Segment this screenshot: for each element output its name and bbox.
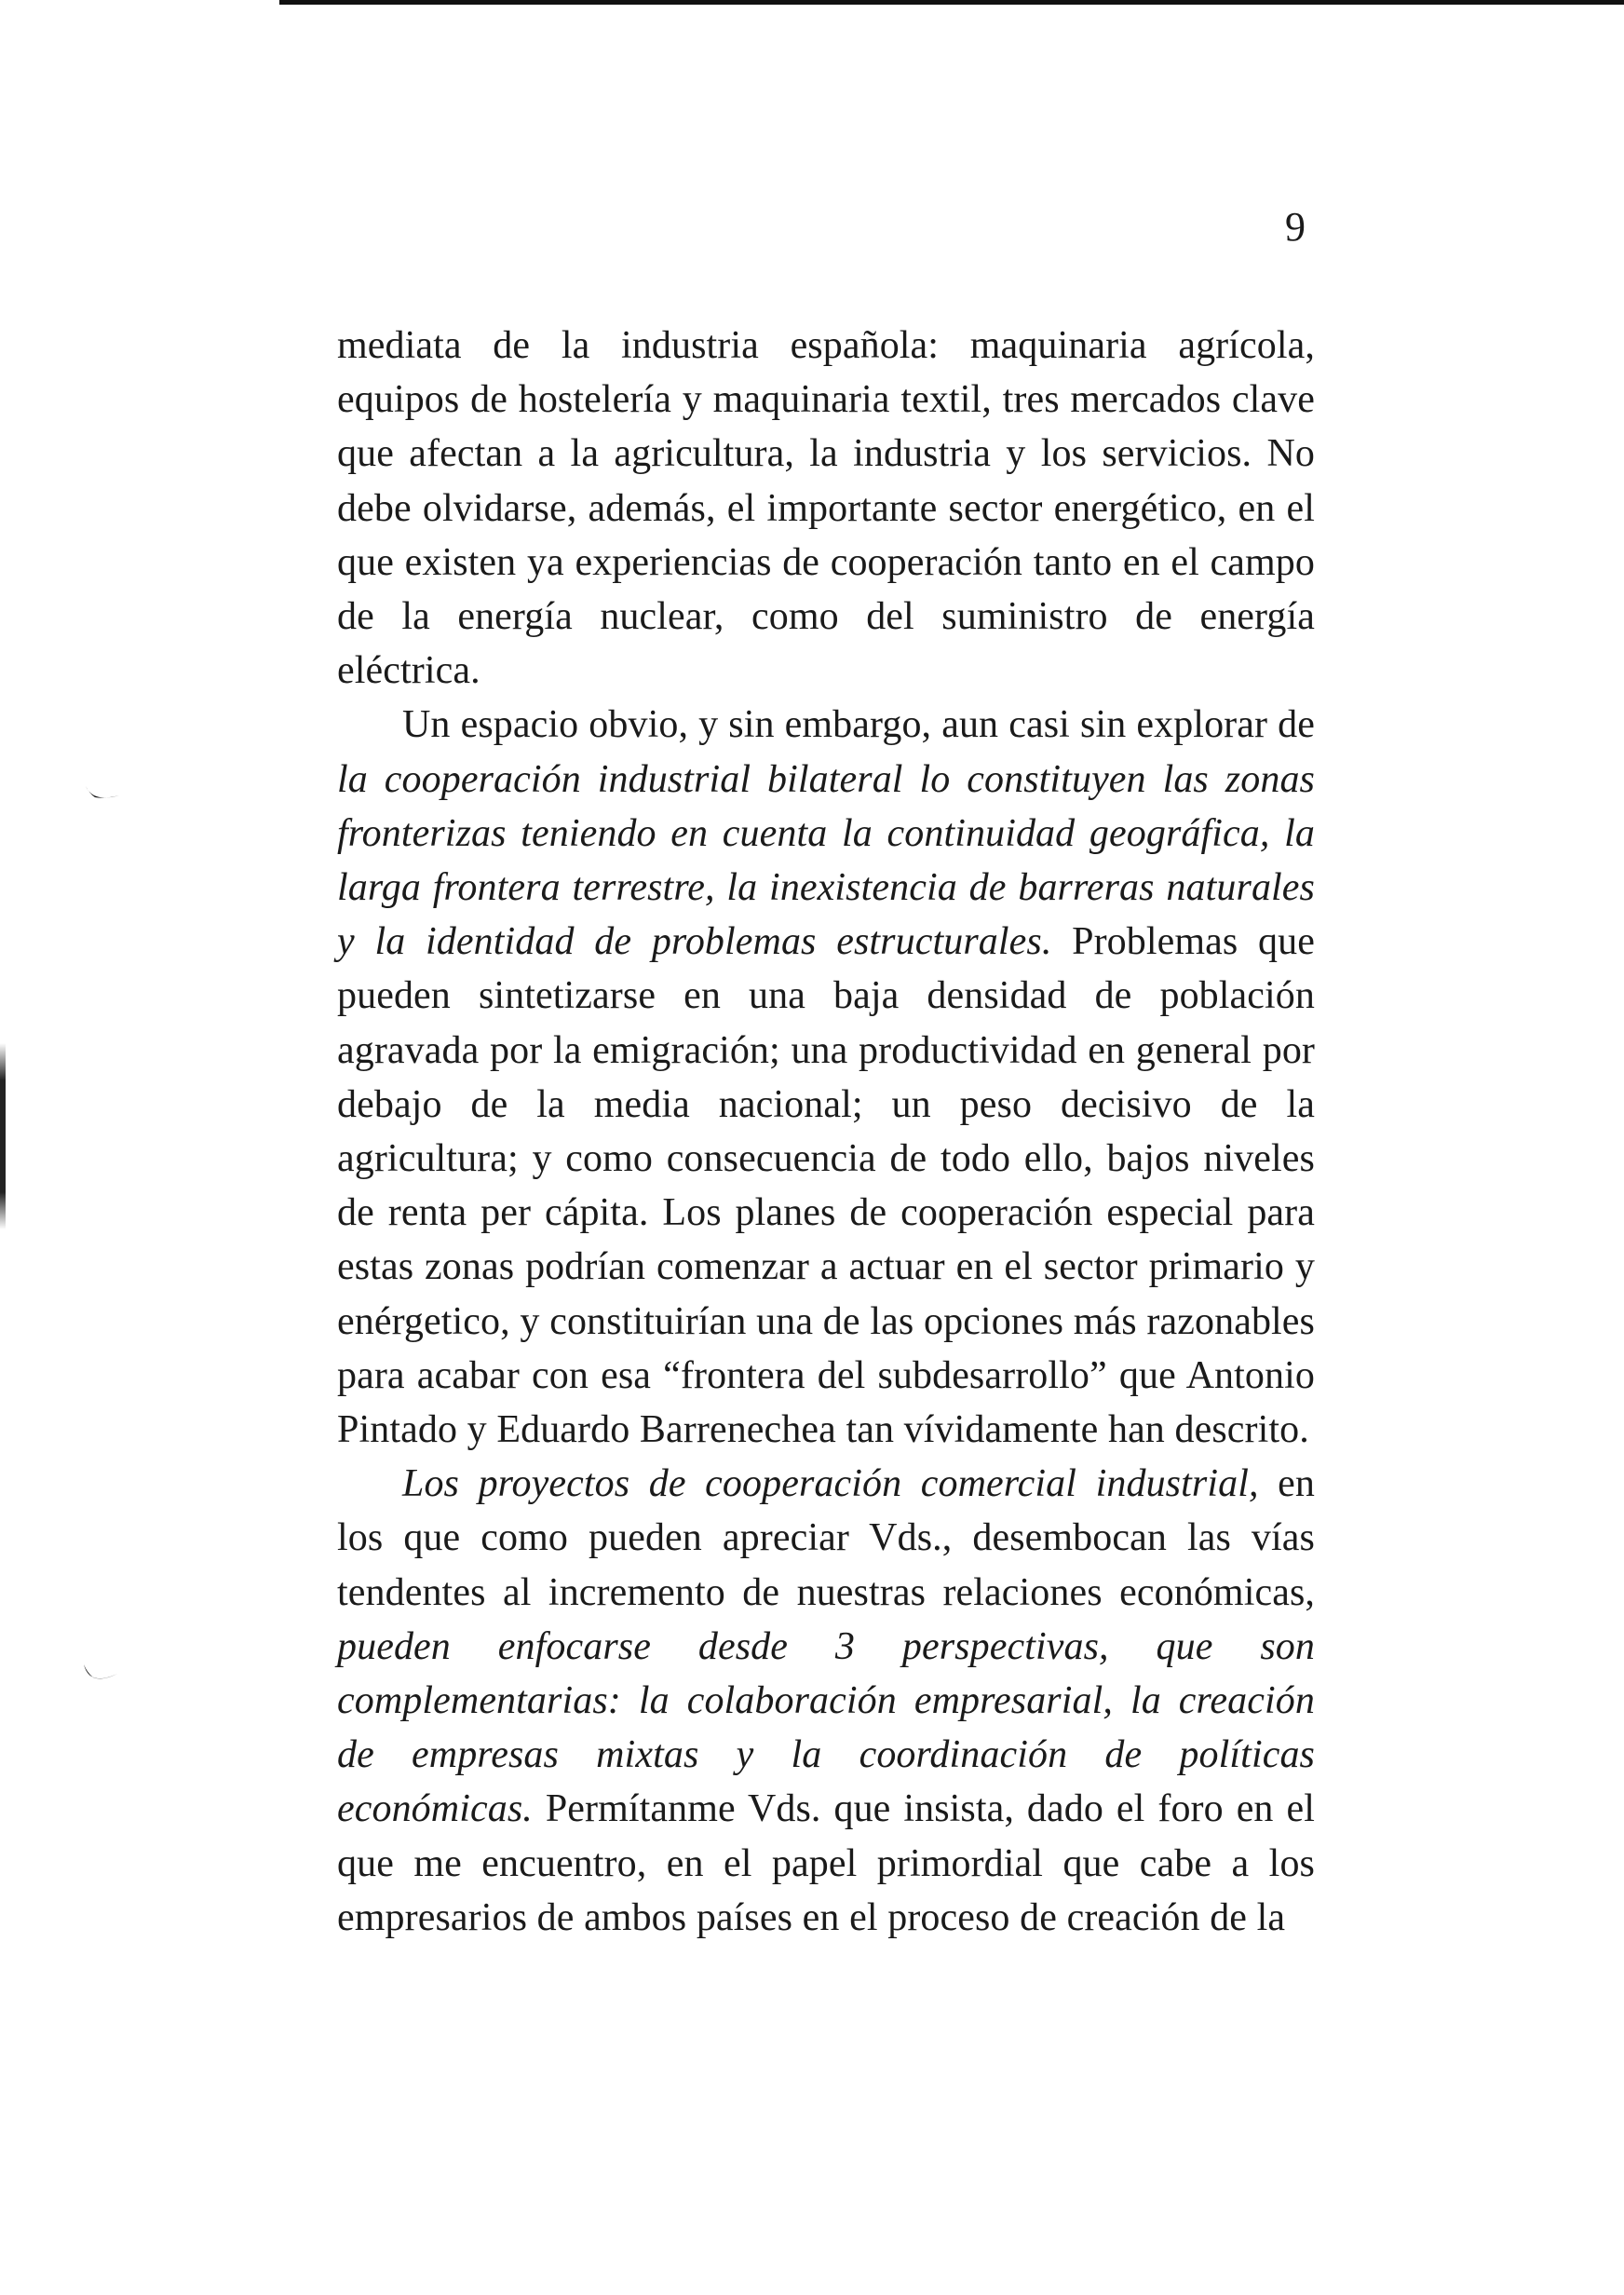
page-number: 9	[1285, 204, 1306, 250]
roman-text: Un espacio obvio, y sin embargo, aun casi sin explorar de	[402, 703, 1315, 747]
roman-text: Permítanme Vds. que insista, dado el foro en el que me encuentro, en el papel primordial que cabe a los empresarios de ambos países en el proceso de creación de la	[337, 1787, 1315, 1939]
paragraph	[337, 319, 1315, 698]
italic-text: pueden enfocarse desde 3 perspectivas, que son complementarias: la colaboración empresarial, la creación de empresas mixtas y la coordinación de políticas económicas.	[337, 1624, 1315, 1831]
roman-text: Problemas que pueden sintetizarse en una baja densidad de población agravada por la emigración; una productividad en general por debajo de la media nacional; un peso decisivo de la agricultura; y como consecuencia de todo ello, bajos niveles de renta per cápita. Los planes de cooperación especial para estas zonas podrían comenzar a actuar en el sector primario y enérgetico, y constituirían una de las opciones más razonables para acabar con esa “frontera del subdesarrollo” que Antonio Pintado y Eduardo Barrenechea tan vívidamente han descrito.	[337, 920, 1315, 1452]
body-text	[337, 319, 1315, 1945]
scan-left-edge	[0, 1043, 6, 1229]
scan-top-edge	[279, 0, 1624, 5]
margin-check-icon	[82, 1663, 119, 1691]
paragraph	[337, 698, 1315, 1457]
paragraph	[337, 1457, 1315, 1945]
italic-text: Los proyectos de cooperación comercial industrial,	[402, 1462, 1259, 1506]
margin-check-icon	[84, 782, 121, 810]
italic-text: la cooperación industrial bilateral lo constituyen las zonas fronterizas teniendo en cuenta la continuidad geográfica, la larga frontera terrestre, la inexistencia de barreras naturales y la identidad de problemas estructurales.	[337, 757, 1315, 964]
roman-text: en los que como pueden apreciar Vds., desembocan las vías tendentes al incremento de nuestras relaciones económicas,	[337, 1462, 1315, 1614]
roman-text: mediata de la industria española: maquinaria agrícola, equipos de hostelería y maquinaria textil, tres mercados clave que afectan a la agricultura, la industria y los servicios. No debe olvidarse, además, el importante sector energético, en el que existen ya experiencias de cooperación tanto en el campo de la energía nuclear, como del suministro de energía eléctrica.	[337, 324, 1315, 693]
